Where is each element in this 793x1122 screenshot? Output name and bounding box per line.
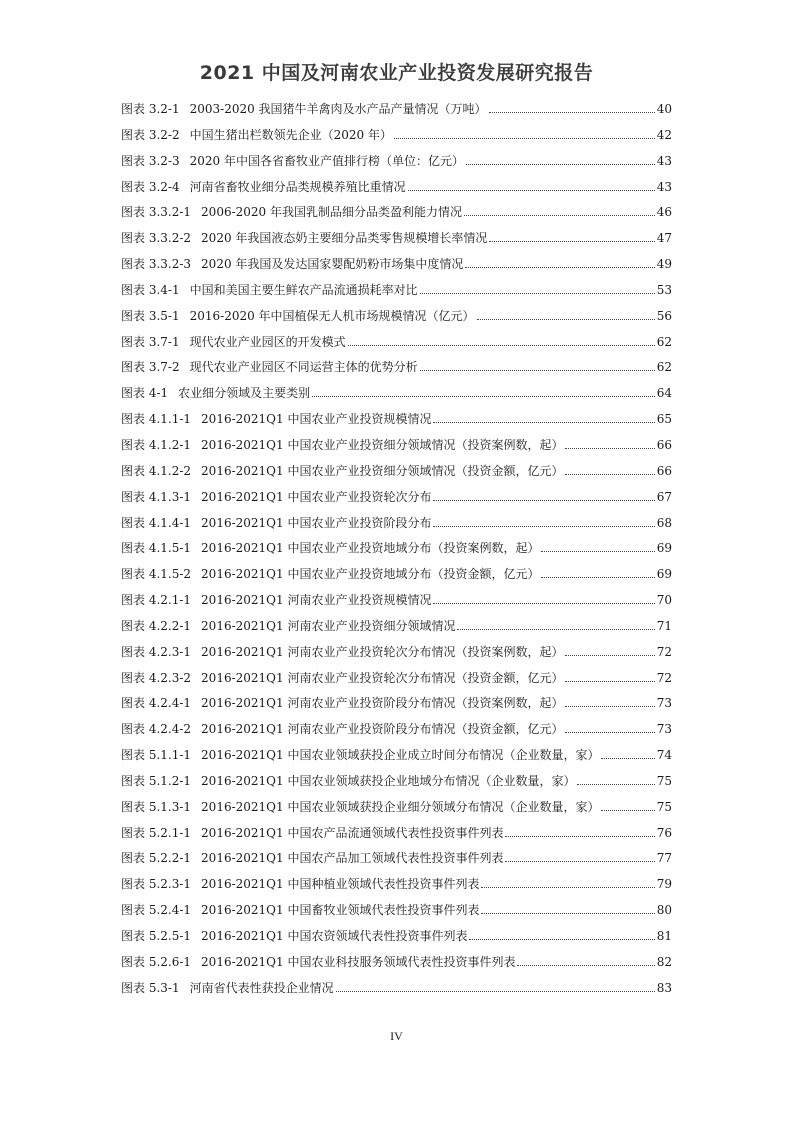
- toc-entry-page-number: 64: [656, 386, 672, 401]
- toc-dot-leader: [433, 500, 654, 501]
- toc-entry-label: 图表 4.2.3-1: [121, 644, 192, 659]
- toc-entry[interactable]: [121, 719, 672, 745]
- toc-entry-title: 2016-2021Q1 中国农资领域代表性投资事件列表: [201, 929, 468, 943]
- toc-entry-title: 2016-2021Q1 中国农产品流通领域代表性投资事件列表: [201, 825, 504, 840]
- toc-entry-page-number: 68: [656, 515, 672, 530]
- toc-dot-leader: [464, 215, 655, 216]
- toc-entry-label: 图表 4.1.2-2: [121, 463, 192, 478]
- toc-entry-label: 图表 4.1.5-1: [121, 541, 192, 556]
- toc-entry-label: 图表 3.3.2-3: [121, 257, 192, 272]
- toc-entry[interactable]: [121, 409, 672, 435]
- toc-entry[interactable]: [121, 280, 672, 306]
- toc-dot-leader: [565, 448, 654, 449]
- toc-entry-page-number: 81: [656, 929, 672, 943]
- toc-entry-page-number: 62: [656, 334, 672, 349]
- toc-entry-label: 图表 3.2-1: [121, 102, 180, 116]
- toc-entry-title: 2016-2021Q1 中国畜牧业领域代表性投资事件列表: [201, 903, 480, 918]
- toc-entry-label: 图表 5.2.5-1: [121, 929, 192, 943]
- toc-entry-page-number: 76: [656, 825, 672, 840]
- toc-entry-page-number: 40: [656, 102, 672, 116]
- toc-entry[interactable]: [121, 564, 672, 590]
- toc-entry[interactable]: [121, 745, 672, 771]
- toc-entry-page-number: 74: [656, 748, 672, 763]
- toc-entry-label: 图表 5.1.1-1: [121, 748, 192, 763]
- table-of-figures: [121, 99, 672, 1004]
- toc-entry[interactable]: [121, 616, 672, 642]
- toc-entry[interactable]: [121, 332, 672, 358]
- toc-entry-page-number: 69: [656, 567, 672, 582]
- toc-entry[interactable]: [121, 848, 672, 874]
- toc-entry-label: 图表 4.2.4-1: [121, 696, 192, 711]
- toc-entry-page-number: 43: [656, 179, 672, 194]
- toc-dot-leader: [481, 887, 654, 888]
- toc-entry-page-number: 71: [656, 618, 672, 633]
- toc-entry-title: 2016-2021Q1 河南农业产业投资规模情况: [201, 593, 432, 608]
- toc-entry[interactable]: [121, 952, 672, 978]
- toc-dot-leader: [433, 526, 654, 527]
- toc-entry[interactable]: [121, 693, 672, 719]
- toc-dot-leader: [408, 190, 655, 191]
- toc-dot-leader: [505, 836, 654, 837]
- toc-entry-title: 2016-2021Q1 中国农产品加工领域代表性投资事件列表: [201, 851, 504, 866]
- toc-entry-label: 图表 3.2-4: [121, 179, 180, 194]
- toc-entry[interactable]: [121, 513, 672, 539]
- toc-entry-title: 2016-2021Q1 河南农业产业投资阶段分布情况（投资案例数，起）: [201, 696, 564, 711]
- toc-entry[interactable]: [121, 823, 672, 849]
- toc-entry-title: 2016-2021Q1 中国农业领域获投企业成立时间分布情况（企业数量，家）: [201, 748, 600, 763]
- toc-dot-leader: [505, 861, 654, 862]
- toc-entry-label: 图表 4.1.2-1: [121, 437, 192, 452]
- toc-entry-page-number: 66: [656, 437, 672, 452]
- toc-entry-label: 图表 3.4-1: [121, 282, 180, 297]
- toc-entry-label: 图表 4.2.2-1: [121, 618, 192, 633]
- toc-entry[interactable]: [121, 306, 672, 332]
- toc-entry-title: 2016-2021Q1 中国农业领域获投企业细分领域分布情况（企业数量，家）: [201, 799, 600, 814]
- toc-entry-title: 2020 年中国各省畜牧业产值排行榜（单位：亿元）: [189, 153, 464, 168]
- toc-entry-label: 图表 5.3-1: [121, 980, 180, 995]
- toc-entry[interactable]: [121, 357, 672, 383]
- toc-entry-title: 现代农业产业园区不同运营主体的优势分析: [189, 360, 418, 375]
- toc-entry[interactable]: [121, 538, 672, 564]
- toc-entry-page-number: 80: [656, 903, 672, 918]
- toc-dot-leader: [312, 396, 655, 397]
- toc-dot-leader: [601, 758, 654, 759]
- toc-entry[interactable]: [121, 590, 672, 616]
- toc-entry[interactable]: [121, 151, 672, 177]
- toc-entry-title: 2016-2021Q1 河南农业产业投资阶段分布情况（投资金额，亿元）: [201, 722, 564, 737]
- toc-entry-title: 现代农业产业园区的开发模式: [189, 334, 346, 349]
- toc-entry-label: 图表 4.2.3-2: [121, 670, 192, 685]
- toc-entry-page-number: 72: [656, 644, 672, 659]
- toc-entry-page-number: 73: [656, 722, 672, 737]
- toc-entry-page-number: 83: [656, 980, 672, 995]
- toc-entry-label: 图表 5.1.3-1: [121, 799, 192, 814]
- toc-entry-page-number: 72: [656, 670, 672, 685]
- toc-entry-title: 2016-2021Q1 中国农业产业投资细分领域情况（投资金额，亿元）: [201, 463, 564, 478]
- toc-dot-leader: [541, 551, 654, 552]
- toc-entry-title: 2016-2021Q1 中国农业科技服务领域代表性投资事件列表: [201, 954, 516, 969]
- toc-entry-title: 河南省畜牧业细分品类规模养殖比重情况: [189, 179, 406, 194]
- toc-entry[interactable]: [121, 771, 672, 797]
- toc-dot-leader: [466, 164, 655, 165]
- toc-dot-leader: [394, 138, 655, 139]
- toc-entry-page-number: 75: [656, 799, 672, 814]
- toc-entry-page-number: 66: [656, 463, 672, 478]
- toc-entry-page-number: 53: [656, 282, 672, 297]
- toc-entry-page-number: 56: [656, 308, 672, 323]
- toc-entry-page-number: 42: [656, 127, 672, 142]
- toc-entry[interactable]: [121, 797, 672, 823]
- toc-entry-title: 河南省代表性获投企业情况: [189, 980, 334, 995]
- toc-entry-label: 图表 4.2.1-1: [121, 593, 192, 608]
- toc-entry-title: 2016-2021Q1 中国种植业领域代表性投资事件列表: [201, 877, 480, 892]
- toc-entry[interactable]: [121, 926, 672, 952]
- toc-entry-page-number: 73: [656, 696, 672, 711]
- toc-entry-page-number: 67: [656, 489, 672, 504]
- toc-dot-leader: [477, 319, 655, 320]
- toc-dot-leader: [489, 112, 655, 113]
- toc-entry-title: 2016-2021Q1 河南农业产业投资轮次分布情况（投资金额，亿元）: [201, 670, 564, 685]
- toc-entry[interactable]: [121, 435, 672, 461]
- toc-entry-title: 中国生猪出栏数领先企业（2020 年）: [189, 127, 392, 142]
- toc-entry-label: 图表 4.1.3-1: [121, 489, 192, 504]
- toc-dot-leader: [565, 706, 654, 707]
- toc-dot-leader: [420, 370, 655, 371]
- toc-entry-title: 2003-2020 我国猪牛羊禽肉及水产品产量情况（万吨）: [189, 102, 487, 116]
- toc-entry-label: 图表 3.3.2-2: [121, 231, 192, 246]
- toc-entry-page-number: 69: [656, 541, 672, 556]
- toc-entry[interactable]: [121, 461, 672, 487]
- toc-entry-title: 2016-2021Q1 中国农业领域获投企业地域分布情况（企业数量，家）: [201, 773, 576, 788]
- toc-dot-leader: [565, 732, 654, 733]
- toc-dot-leader: [457, 629, 654, 630]
- toc-dot-leader: [565, 681, 654, 682]
- toc-dot-leader: [541, 577, 654, 578]
- toc-entry-page-number: 43: [656, 153, 672, 168]
- toc-entry[interactable]: [121, 99, 672, 125]
- toc-entry-page-number: 65: [656, 412, 672, 427]
- toc-dot-leader: [348, 345, 655, 346]
- toc-entry-page-number: 79: [656, 877, 672, 892]
- toc-entry-page-number: 70: [656, 593, 672, 608]
- toc-entry[interactable]: [121, 254, 672, 280]
- toc-dot-leader: [465, 267, 654, 268]
- toc-entry-page-number: 46: [656, 205, 672, 220]
- toc-entry-page-number: 82: [656, 954, 672, 969]
- toc-entry[interactable]: [121, 874, 672, 900]
- toc-entry-title: 2016-2020 年中国植保无人机市场规模情况（亿元）: [189, 308, 475, 323]
- toc-entry-title: 2016-2021Q1 中国农业产业投资轮次分布: [201, 489, 432, 504]
- toc-entry-label: 图表 4-1: [121, 386, 169, 401]
- toc-entry-label: 图表 3.2-2: [121, 127, 180, 142]
- toc-entry-label: 图表 5.2.2-1: [121, 851, 192, 866]
- toc-entry[interactable]: [121, 177, 672, 203]
- toc-entry[interactable]: [121, 642, 672, 668]
- toc-entry-page-number: 62: [656, 360, 672, 375]
- toc-entry-title: 2006-2020 年我国乳制品细分品类盈利能力情况: [201, 205, 462, 220]
- toc-entry-title: 2020 年我国液态奶主要细分品类零售规模增长率情况: [201, 231, 488, 246]
- toc-entry-title: 中国和美国主要生鲜农产品流通损耗率对比: [189, 282, 418, 297]
- toc-entry[interactable]: [121, 487, 672, 513]
- toc-dot-leader: [517, 965, 654, 966]
- toc-dot-leader: [420, 293, 655, 294]
- toc-entry-title: 2020 年我国及发达国家婴配奶粉市场集中度情况: [201, 257, 464, 272]
- toc-entry[interactable]: [121, 202, 672, 228]
- toc-entry-title: 2016-2021Q1 中国农业产业投资地域分布（投资金额，亿元）: [201, 567, 540, 582]
- toc-entry[interactable]: [121, 900, 672, 926]
- page-title: 2021 中国及河南农业产业投资发展研究报告: [199, 62, 594, 84]
- toc-entry-title: 2016-2021Q1 中国农业产业投资阶段分布: [201, 515, 432, 530]
- toc-entry-label: 图表 4.1.1-1: [121, 412, 192, 427]
- toc-entry-title: 农业细分领域及主要类别: [178, 386, 311, 401]
- toc-entry-page-number: 49: [656, 257, 672, 272]
- toc-entry-label: 图表 5.2.1-1: [121, 825, 192, 840]
- toc-entry-label: 图表 3.2-3: [121, 153, 180, 168]
- toc-entry-label: 图表 5.2.3-1: [121, 877, 192, 892]
- toc-entry-label: 图表 4.2.4-2: [121, 722, 192, 737]
- toc-entry-title: 2016-2021Q1 河南农业产业投资轮次分布情况（投资案例数，起）: [201, 644, 564, 659]
- toc-entry-title: 2016-2021Q1 中国农业产业投资规模情况: [201, 412, 432, 427]
- toc-entry-page-number: 47: [656, 231, 672, 246]
- toc-dot-leader: [433, 603, 654, 604]
- toc-dot-leader: [601, 810, 654, 811]
- toc-dot-leader: [577, 784, 654, 785]
- toc-entry-label: 图表 5.2.6-1: [121, 954, 192, 969]
- toc-entry-label: 图表 3.3.2-1: [121, 205, 192, 220]
- toc-entry-title: 2016-2021Q1 中国农业产业投资地域分布（投资案例数，起）: [201, 541, 540, 556]
- toc-entry-label: 图表 5.1.2-1: [121, 773, 192, 788]
- toc-entry[interactable]: [121, 978, 672, 1004]
- toc-entry[interactable]: [121, 383, 672, 409]
- toc-entry-label: 图表 3.7-2: [121, 360, 180, 375]
- toc-dot-leader: [336, 991, 655, 992]
- toc-entry-page-number: 75: [656, 773, 672, 788]
- toc-dot-leader: [469, 939, 654, 940]
- toc-entry-title: 2016-2021Q1 河南农业产业投资细分领域情况: [201, 618, 456, 633]
- toc-entry-label: 图表 3.7-1: [121, 334, 180, 349]
- toc-dot-leader: [565, 474, 654, 475]
- toc-entry-page-number: 77: [656, 851, 672, 866]
- toc-entry-label: 图表 3.5-1: [121, 308, 180, 323]
- toc-dot-leader: [481, 913, 654, 914]
- toc-entry[interactable]: [121, 125, 672, 151]
- toc-entry-label: 图表 4.1.4-1: [121, 515, 192, 530]
- toc-entry-title: 2016-2021Q1 中国农业产业投资细分领域情况（投资案例数，起）: [201, 437, 564, 452]
- toc-entry-label: 图表 4.1.5-2: [121, 567, 192, 582]
- page-number: IV: [390, 1029, 403, 1043]
- toc-entry[interactable]: [121, 228, 672, 254]
- toc-entry-label: 图表 5.2.4-1: [121, 903, 192, 918]
- toc-dot-leader: [433, 422, 654, 423]
- toc-entry[interactable]: [121, 668, 672, 694]
- toc-dot-leader: [565, 655, 654, 656]
- toc-dot-leader: [489, 241, 654, 242]
